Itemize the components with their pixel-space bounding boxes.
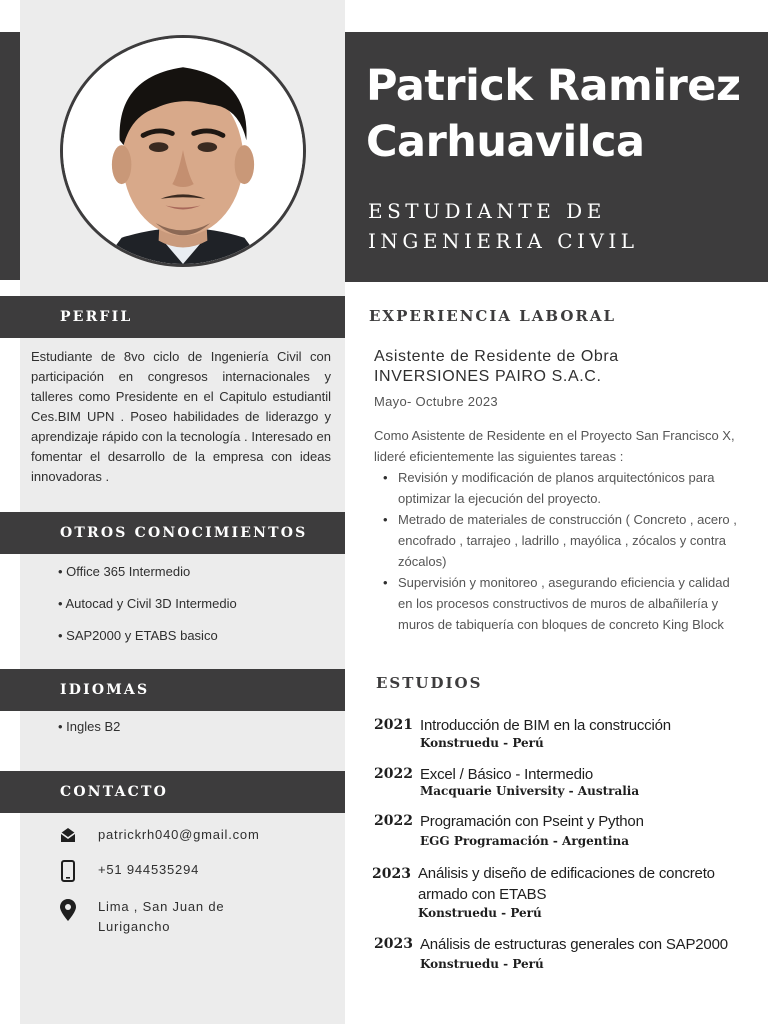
contact-phone[interactable]: +51 944535294 bbox=[98, 862, 200, 877]
location-line-2: Lurigancho bbox=[98, 919, 171, 934]
study-course: Análisis de estructuras generales con SAP2000 bbox=[420, 936, 728, 953]
portrait-illustration bbox=[63, 38, 303, 264]
study-institution: Konstruedu - Perú bbox=[420, 957, 544, 971]
study-year: 2023 bbox=[374, 936, 413, 952]
location-line-1: Lima , San Juan de bbox=[98, 899, 225, 914]
study-year: 2023 bbox=[372, 866, 411, 882]
experience-heading: EXPERIENCIA LABORAL bbox=[369, 307, 617, 325]
job-intro: Como Asistente de Residente en el Proyecto San Francisco X, lideré eficientemente las siguientes tareas : bbox=[374, 428, 735, 464]
study-course: Introducción de BIM en la construcción bbox=[420, 717, 671, 734]
profile-section-bar bbox=[0, 296, 345, 338]
contact-phone-row bbox=[58, 860, 199, 882]
contact-email[interactable]: patrickrh040@gmail.com bbox=[98, 827, 260, 842]
study-year: 2022 bbox=[374, 813, 413, 829]
knowledge-heading: OTROS CONOCIMIENTOS bbox=[60, 525, 308, 541]
knowledge-section-bar bbox=[0, 512, 345, 554]
envelope-icon bbox=[58, 825, 78, 847]
study-institution: Konstruedu - Perú bbox=[420, 736, 544, 750]
knowledge-item: • Office 365 Intermedio bbox=[58, 564, 191, 579]
language-item: • Ingles B2 bbox=[58, 719, 121, 734]
contact-section-bar bbox=[0, 771, 345, 813]
job-header bbox=[374, 347, 754, 387]
profile-heading: PERFIL bbox=[60, 309, 133, 325]
study-year: 2022 bbox=[374, 766, 413, 782]
profile-summary: Estudiante de 8vo ciclo de Ingeniería Civil con participación en congresos internacionales y talleres como Presidente en el Capitulo estudiantil Ces.BIM UPN . Poseo habilidades de liderazgo y aprendizaje rápido con la tecnología . Interesado en fomentar el desarrollo de la empresa con ideas innovadoras . bbox=[31, 349, 331, 484]
header-edge-bar bbox=[0, 32, 20, 280]
job-task-item: • Supervisión y monitoreo , asegurando eficiencia y calidad en los procesos constructivos de muros de albañilería y muros de tabiquería con bloques de concreto King Block bbox=[374, 572, 744, 635]
phone-icon bbox=[58, 860, 78, 882]
contact-email-row bbox=[58, 825, 260, 847]
studies-heading: ESTUDIOS bbox=[376, 674, 483, 692]
study-year: 2021 bbox=[374, 717, 413, 733]
study-course: Análisis y diseño de edificaciones de concreto armado con ETABS bbox=[418, 865, 715, 903]
languages-section-bar bbox=[0, 669, 345, 711]
candidate-name bbox=[366, 58, 766, 170]
study-institution: Macquarie University - Australia bbox=[420, 784, 640, 798]
job-company: INVERSIONES PAIRO S.A.C. bbox=[374, 368, 602, 385]
role-line-1: ESTUDIANTE DE bbox=[368, 199, 606, 223]
job-dates: Mayo- Octubre 2023 bbox=[374, 394, 498, 409]
contact-heading: CONTACTO bbox=[60, 784, 169, 800]
study-course: Excel / Básico - Intermedio bbox=[420, 766, 594, 783]
knowledge-list bbox=[58, 562, 237, 658]
contact-location bbox=[98, 897, 224, 937]
role-line-2: INGENIERIA CIVIL bbox=[368, 229, 639, 253]
contact-location-row bbox=[58, 897, 224, 937]
job-title: Asistente de Residente de Obra bbox=[374, 348, 619, 365]
candidate-role bbox=[368, 196, 758, 256]
study-course: Programación con Pseint y Python bbox=[420, 813, 644, 830]
job-task-item: • Metrado de materiales de construcción ( Concreto , acero , encofrado , tarrajeo , ladrillo , mayólica , zócalos y contra zócalos) bbox=[374, 509, 744, 572]
location-pin-icon bbox=[58, 897, 78, 919]
languages-heading: IDIOMAS bbox=[60, 682, 150, 698]
name-line-2: Carhuavilca bbox=[366, 117, 645, 167]
knowledge-item: • SAP2000 y ETABS basico bbox=[58, 628, 218, 643]
knowledge-item: • Autocad y Civil 3D Intermedio bbox=[58, 596, 237, 611]
job-task-item: • Revisión y modificación de planos arquitectónicos para optimizar la ejecución del proyecto. bbox=[374, 467, 744, 509]
languages-list bbox=[58, 717, 120, 749]
study-institution: EGG Programación - Argentina bbox=[420, 834, 630, 848]
study-institution: Konstruedu - Perú bbox=[418, 906, 542, 920]
name-line-1: Patrick Ramirez bbox=[366, 61, 741, 111]
job-task-list bbox=[374, 467, 744, 635]
profile-photo bbox=[60, 35, 306, 267]
